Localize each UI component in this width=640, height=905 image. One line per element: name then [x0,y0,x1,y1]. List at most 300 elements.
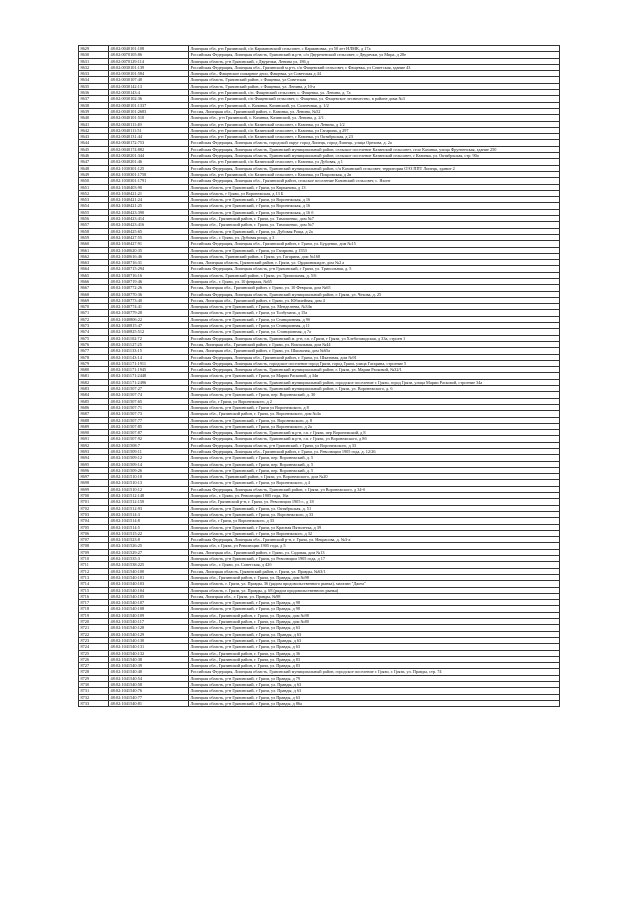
address: Российская Федерация, Липецкая область, Грязинский муниципальный район, с/п Казинский сельсовет, территория ОЭЗ ППТ Липецк, здание 2 [189,165,560,171]
row-number: 8730 [79,681,109,687]
address: Липецкая область, р-н Грязинский, г Грязи, пер. Воронежский, д. 5 [189,467,560,473]
address: Липецкая область, г. Грязи, ул. Правды, д. 68 (рядом продовольственного рынка) [189,587,560,593]
row-number: 8665 [79,272,109,278]
row-number: 8718 [79,606,109,612]
cadastral-number: 48:02:1030301:1758 [109,171,189,177]
address: Липецкая обл., г. Грязи, ул. Дубовая роща, д 3 [189,234,560,240]
cadastral-number: 48:02:0040172:753 [109,140,189,146]
address: Липецкая область, р-н Грязинский, г Грязи, ул Правды, д 98 [189,606,560,612]
cadastral-number: 48:02:1041540:130 [109,637,189,643]
address: Российская Федерация, Липецкая область, городское поселение город Грязи, город Грязи, улица Гагарина, строение 5 [189,360,560,366]
row-number: 8700 [79,493,109,499]
cadastral-number: 48:02:0040174:882 [109,146,189,152]
address: Липецкая обл, р-н Грязинский, с/п Казинский сельсовет, с Казинка, ул Октябрьская, д 23 [189,134,560,140]
row-number: 8681 [79,373,109,379]
row-number: 8629 [79,46,109,52]
address: Липецкая область, р-н Грязинский, г Грязи, ул Воронежского, д 32 [189,530,560,536]
cadastral-number: 48:02:1041515:22 [109,530,189,536]
address: Липецкая обл., р-н Грязинский, с. Казинка, Казинский, ул. Ленина, д. 2/1 [189,115,560,121]
cadastral-number: 48:02:1041540:81 [109,700,189,706]
cadastral-number: 48:02:1041509:26 [109,467,189,473]
address: Липецкая область, р-н Грязинский, г Грязи, пер. Воронежский, д. 5 [189,455,560,461]
address: Россия, Липецкая область, Грязинский район, г. Грязи, ул. Правды, №63/1 [189,568,560,574]
row-number: 8683 [79,386,109,392]
cadastral-number: 48:02:1040825:512 [109,329,189,335]
row-number: 8680 [79,367,109,373]
cadastral-number: 48:02:1041540:105 [109,593,189,599]
address: Российская Федерация, Липецкая область, Грязинский м.р-н, г.п. г Грязи, пер Воронежский, д 8 [189,430,560,436]
cadastral-number: 48:02:1040716:31 [109,260,189,266]
cadastral-number: 48:02:1041540:108 [109,606,189,612]
row-number: 8694 [79,455,109,461]
cadastral-number: 48:02:1041512:93 [109,505,189,511]
cadastral-number: 48:02:1041507:71 [109,404,189,410]
row-number: 8631 [79,58,109,64]
cadastral-number: 48:02:1030301:125 [109,165,189,171]
cadastral-number: 48:02:1041540:132 [109,650,189,656]
address: Липецкая обл, г. Грязи, ул Революции 1905 года, д 5 [189,543,560,549]
address: Липецкая область, р-н Грязинский, г Грязи, ул Воронежская, д 16 [189,197,560,203]
address: Липецкая область, р-н Грязинский, г Грязи, ул Красная Пятилетка, д 39 [189,524,560,530]
table-row [79,700,560,706]
address: Липецкая область, р-н Грязинский, г Грязи, ул. Станционная, д 7а [189,329,560,335]
cadastral-number: 48:02:0030143:4 [109,90,189,96]
row-number: 8655 [79,209,109,215]
cadastral-number: 48:02:1041540:103 [109,581,189,587]
address: Российская Федерация, Липецкая область, Грязинский муниципальный район, г. Грязи, ул. Воронежского, д. 6 [189,386,560,392]
cadastral-number: 48:02:1041171:2448 [109,373,189,379]
address: Российская Федерация, Липецкая область, Грязинский район, г. Грязи, ул Воронежского, д 34-б [189,486,560,492]
row-number: 8691 [79,436,109,442]
cadastral-number: 48:02:1041510:12 [109,486,189,492]
row-number: 8640 [79,115,109,121]
cadastral-number: 48:02:1041540:39 [109,663,189,669]
address: Российская Федерация, Липецкая область, Грязинский м.р-н, г.п. г Грязи, ул Воронежского, д 8б [189,436,560,442]
row-number: 8654 [79,203,109,209]
row-number: 8645 [79,146,109,152]
address: Российская Федерация, Липецкая обл., Грязинский район, г. Грязи, ул. Шкатовая, дом №91 [189,354,560,360]
row-number: 8733 [79,700,109,706]
cadastral-number: 48:02:1041540:76 [109,688,189,694]
cadastral-number: 48:02:1041510:10 [109,474,189,480]
row-number: 8676 [79,341,109,347]
row-number: 8637 [79,96,109,102]
cadastral-number: 48:02:1041102:72 [109,335,189,341]
cadastral-number: 48:02:1041508:7 [109,442,189,448]
address: Липецкая обл., Грязинский район, г. Грязи, ул. Правды, д 36 [189,650,560,656]
row-number: 8697 [79,474,109,480]
cadastral-number: 48:02:0040201:46 [109,159,189,165]
cadastral-number: 48:02:0070129:114 [109,58,189,64]
address: Российская Федерация, Липецкая обл., Грязинский район, г. Грязи, ул. Бурденко, дом №15 [189,241,560,247]
cadastral-number: 48:02:0070105:86 [109,52,189,58]
cadastral-number: 48:02:1040423:390 [109,209,189,215]
cadastral-number: 48:02:1041507:74 [109,392,189,398]
cadastral-number: 48:02:1040770:36 [109,291,189,297]
row-number: 8678 [79,354,109,360]
address: Россия, Липецкая обл., Грязинский район, г. Грязи, ул. Школьная, дом №65а [189,348,560,354]
row-number: 8698 [79,480,109,486]
row-number: 8657 [79,222,109,228]
cadastral-number: 48:02:1040716:16 [109,272,189,278]
row-number: 8732 [79,694,109,700]
row-number: 8699 [79,486,109,492]
address: Липецкая область, р-н Грязинский, г Грязи, ул Кирьянова, д 13 [189,184,560,190]
cadastral-number: 48:02:1041143:14 [109,354,189,360]
row-number: 8667 [79,285,109,291]
cadastral-number: 48:02:1041514:5 [109,524,189,530]
cadastral-number: 48:02:1041540:101 [109,574,189,580]
cadastral-number: 48:02:1040773:40 [109,297,189,303]
row-number: 8642 [79,127,109,133]
cadastral-number: 48:02:1040806:22 [109,316,189,322]
row-number: 8708 [79,543,109,549]
cadastral-number: 48:02:0030101:139 [109,64,189,70]
cadastral-number: 48:02:1041540:128 [109,625,189,631]
row-number: 8692 [79,442,109,448]
address: Липецкая область, р-н Грязинский, г Грязи, пер. Воронежский, д. 30 [189,392,560,398]
address: Липецкая обл, г Грязи, ул Воронежского, д 33 [189,518,560,524]
cadastral-number: 48:02:1041526:25 [109,543,189,549]
address: Российская Федерация, Липецкая область, Грязинский муниципальный район, г. Грязи, ул. Чехова, д. 25 [189,291,560,297]
row-number: 8670 [79,304,109,310]
registry-table [78,45,560,707]
address: Российская Федерация, Липецкая область, р-н Грязинский, г Грязи, ул Воронежского, д 33 [189,442,560,448]
cadastral-number: 48:02:1041540:54 [109,675,189,681]
row-number: 8668 [79,291,109,297]
cadastral-number: 48:02:1041529:27 [109,549,189,555]
cadastral-number: 48:02:1041171:2496 [109,379,189,385]
address: Липецкая обл, р-н Грязинский, с/п Казинский сельсовет, с Казинка, ул Ленина, д 1/2 [189,121,560,127]
row-number: 8635 [79,83,109,89]
address: Липецкая область, р-н Грязинский, г Грязи, ул. Воронежского, д 33 [189,511,560,517]
address: Липецкая область, р-н Грязинский, г Грязи, ул Правды, д 63 [189,694,560,700]
cadastral-number: 48:02:1040772:26 [109,285,189,291]
row-number: 8649 [79,171,109,177]
cadastral-number: 48:02:1041507:87 [109,430,189,436]
row-number: 8677 [79,348,109,354]
cadastral-number: 48:02:1041512:148 [109,493,189,499]
address: Липецкая область, Грязинский район, с Фащевка, ул Советская [189,77,560,83]
address: Липецкая область, р-н Грязинский, г Грязи, ул Правды, д 98 [189,600,560,606]
row-number: 8634 [79,77,109,83]
cadastral-number: 48:02:1041540:58 [109,681,189,687]
row-number: 8728 [79,669,109,675]
cadastral-number: 48:02:1041507:27 [109,386,189,392]
row-number: 8666 [79,278,109,284]
cadastral-number: 48:02:1041535:3 [109,556,189,562]
row-number: 8648 [79,165,109,171]
address: Российская Федерация, Липецкая область, Грязинский м.р-н, с/п Двуреченский сельсовет, с Двуречки, ул Мира, д 28е [189,52,560,58]
cadastral-number: 48:02:0040111:49 [109,121,189,127]
row-number: 8653 [79,197,109,203]
row-number: 8682 [79,379,109,385]
cadastral-number: 48:02:0040131:44 [109,134,189,140]
cadastral-number: 48:02:1040427:55 [109,234,189,240]
row-number: 8641 [79,121,109,127]
cadastral-number: 48:02:1041514:3 [109,511,189,517]
address: Липецкая область, р-н Грязинский, г Грязи, ул. Правды, д 63 [189,688,560,694]
cadastral-number: 48:02:1040719:46 [109,278,189,284]
row-number: 8716 [79,593,109,599]
cadastral-number: 48:02:1040425:65 [109,228,189,234]
row-number: 8660 [79,241,109,247]
cadastral-number: 48:02:1041171:1911 [109,360,189,366]
row-number: 8671 [79,310,109,316]
row-number: 8632 [79,64,109,70]
row-number: 8714 [79,581,109,587]
row-number: 8719 [79,612,109,618]
address: Липецкая обл., Грязинский район, г. Грязи, ул. Правды, д 83 [189,656,560,662]
address: Липецкая обл., Грязинский район, г. Грязи, ул. Правды, дом №98 [189,574,560,580]
cadastral-number: 48:02:1041540:109 [109,612,189,618]
row-number: 8630 [79,52,109,58]
address: Липецкая обл., Грязинский район, г. Грязи, ул. Воронежского, дом №4а [189,411,560,417]
address: Липецкая обл, р-н Грязинский, с/п. Фащевский сельсовет, с. Фащевка, ул. Ленина, д. 7а [189,90,560,96]
row-number: 8690 [79,430,109,436]
row-number: 8731 [79,688,109,694]
address: Липецкая область, г Грязи, ул Воронежская, д 13 Б [189,190,560,196]
cadastral-number: 48:02:1040421:24 [109,197,189,203]
cadastral-number: 48:02:1041509:14 [109,461,189,467]
cadastral-number: 48:02:1041510:13 [109,480,189,486]
address: Липецкая область, р-н Грязинский, г Грязи, ул Воронежская, д 16 [189,203,560,209]
cadastral-number: 48:02:0030142:13 [109,83,189,89]
address: Российская Федерация, Липецкая область, Грязинский м. р-н, г.п. г.Грязи, г Грязи, ул Хлебозаводская, д 33а, строен 1 [189,335,560,341]
address: Липецкая обл., Фащевское пожарное депо, Фащевка, ул Советская д 44 [189,71,560,77]
address: Россия, Липецкая обл., Грязинский район, г. Грязи, ул. Вокзальная, дом №44 [189,341,560,347]
cadastral-number: 48:02:1040779:28 [109,310,189,316]
row-number: 8687 [79,411,109,417]
address: Российская Федерация, Липецкая область, Грязинский муниципальный район, городское поселение г. Грязи, город Грязи, улица Марии Расковой, строение 34а [189,379,560,385]
cadastral-number: 48:02:1041133:15 [109,348,189,354]
cadastral-number: 48:02:1041540:107 [109,600,189,606]
address: Липецкая обл, р-н Грязинский, с/п Казинский сельсовет, с Казинка, ул Гагарина, д 297 [189,127,560,133]
cadastral-number: 48:02:1040421:21 [109,190,189,196]
row-number: 8686 [79,404,109,410]
address: Российская Федерация, Липецкая обл., Грязинский м.р-н, с/п Фащевский сельсовет, с Фащевка, ул Советская, здание 43 [189,64,560,70]
address: Липецкая обл., Грязинский район, г. Грязи, ул. Правды, дом №98 [189,612,560,618]
row-number: 8689 [79,423,109,429]
address: Липецкая область, р-н Грязинский, г Грязи, ул. Воронежского, д. 8 [189,417,560,423]
address: Липецкая обл, р-н Грязинский, с/п Кармановский сельсовет, с Кармановка, ул 50 лет НЛМК, д 17а [189,46,560,52]
address: Россия, Липецкая обл., Грязинский район, г. Грязи, ул. Садовая, дом №13 [189,549,560,555]
row-number: 8721 [79,625,109,631]
row-number: 8722 [79,631,109,637]
row-number: 8659 [79,234,109,240]
address: Липецкая обл., Грязинский район, г. Грязи, ул. Правды, д 83 [189,663,560,669]
address: Российская Федерация, Липецкая область, Грязинский муниципальный район, городское поселение г. Грязи, г. Грязи, ул. Правды, стр. 74 [189,669,560,675]
row-number: 8661 [79,247,109,253]
row-number: 8647 [79,159,109,165]
row-number: 8706 [79,530,109,536]
row-number: 8713 [79,574,109,580]
row-number: 8712 [79,568,109,574]
address: Липецкая обл, р-н Грязинский, с/п Казинский сельсовет, с Казинка, ул Покровская, д 2в [189,171,560,177]
row-number: 8724 [79,644,109,650]
cadastral-number: 48:02:1041507:85 [109,423,189,429]
cadastral-number: 48:02:1041540:117 [109,619,189,625]
address: Липецкая обл, р-н Грязинский, с/п Фащевский сельсовет, с. Фащевка, ул. Фащевское лесничество, в районе дома №3 [189,96,560,102]
cadastral-number: 48:02:1040620:35 [109,247,189,253]
address: Липецкая область, р-н Грязинский, г Грязи, ул Станционная, д 9б [189,316,560,322]
row-number: 8710 [79,556,109,562]
row-number: 8646 [79,153,109,159]
address: Липецкая область, р-н Грязинский, г Грязи, ул. Дубовая Роща, д 2а [189,228,560,234]
cadastral-number: 48:02:1041540:38 [109,656,189,662]
address: Российская Федерация, Липецкая область, Грязинский муниципальный район, сельское поселение Казинский сельсовет, с Казинка, ул. Октябрьская, стр. 90а [189,153,560,159]
cadastral-number: 48:02:1041540:40 [109,669,189,675]
address: Россия, Липецкая обл., г. Грязи, ул. Правды, №98 [189,593,560,599]
address: Россия, Липецкая обл., Грязинский район, с. Казинка, ул. Ленина, №52 [189,108,560,114]
address: Липецкая область, Грязинский район, с Фащевка, ул. Ленина, д 10-а [189,83,560,89]
address: Липецкая обл, Грязинский р-н, г. Грязи, ул. Революции 1905 г., д 18 [189,499,560,505]
cadastral-number: 48:02:0040101:108 [109,46,189,52]
address: Липецкая обл, р-н Грязинский, с. Казинка, Казинский, ул. Солнечная, д. 1/2 [189,102,560,108]
cadastral-number: 48:02:1041540:129 [109,631,189,637]
row-number: 8652 [79,190,109,196]
cadastral-number: 48:02:1040421:25 [109,203,189,209]
row-number: 8720 [79,619,109,625]
cadastral-number: 48:02:1041538:225 [109,562,189,568]
address: Липецкая область, Грязинский район, г. Грязи, ул. Воронежского, дом №20 [189,474,560,480]
address: Липецкая область, р-н Грязинский, г Грязи, ул Марии Расковой, д 34в [189,373,560,379]
cadastral-number: 48:02:1041507:92 [109,436,189,442]
address: Россия, Липецкая обл., Грязинский район, г. Грязи, ул. Юбилейная, дом 4 [189,297,560,303]
cadastral-number: 48:02:1041514:8 [109,518,189,524]
row-number: 8717 [79,600,109,606]
row-number: 8703 [79,511,109,517]
row-number: 8675 [79,335,109,341]
row-number: 8638 [79,102,109,108]
cadastral-number: 48:02:0040101:510 [109,115,189,121]
cadastral-number: 48:02:0030102:36 [109,96,189,102]
address: Российская Федерация, Липецкая обл., Грязинский район, сельское поселение Казинский сельсовет, с. Яхонт [189,178,560,184]
row-number: 8702 [79,505,109,511]
address: Российская Федерация, Липецкая область, городской округ город Липецк, город Липецк, улица Орехова, д. 2а [189,140,560,146]
row-number: 8673 [79,323,109,329]
row-number: 8726 [79,656,109,662]
address: Липецкая обл., г. Грязи, ул. Советская, д 42б [189,562,560,568]
cadastral-number: 48:02:1041540:100 [109,568,189,574]
address: Липецкая область, р-н Грязинский, г Грязи, ул Правды, д 63 [189,644,560,650]
row-number: 8669 [79,297,109,303]
cadastral-number: 48:02:1041509:12 [109,455,189,461]
row-number: 8650 [79,178,109,184]
address: Липецкая область, р-н Грязинский, г Грязи, ул. Правды, д 63 [189,681,560,687]
address: Российская Федерация, Липецкая область, р-н Грязинский, г Грязи, ул. Трипольная, д. 5 [189,266,560,272]
cadastral-number: 48:02:0040101:1337 [109,102,189,108]
address: Липецкая область, р-н Грязинский, г Грязи, ул Революции 1905 года, д 17 [189,556,560,562]
cadastral-number: 48:02:1041540:104 [109,587,189,593]
address: Российская Федерация, Липецкая область, Грязинский муниципальный район, г. Грязи, ул. Марии Расковой, №32/1 [189,367,560,373]
row-number: 8672 [79,316,109,322]
row-number: 8688 [79,417,109,423]
document-page [78,45,559,707]
address: Липецкая область, р-н Грязинский, г Грязи, ул Толбухина, д 15а [189,310,560,316]
row-number: 8711 [79,562,109,568]
row-number: 8727 [79,663,109,669]
cadastral-number: 48:02:0030107:40 [109,77,189,83]
cadastral-number: 48:02:1040427:91 [109,241,189,247]
cadastral-number: 48:02:1041507:73 [109,411,189,417]
cadastral-number: 48:02:0040201:344 [109,153,189,159]
address: Липецкая область, р-н Грязинский, г Грязи, ул. Менделеева, №34в [189,304,560,310]
row-number: 8633 [79,71,109,77]
address: Липецкая область, р-н Грязинский, г Грязи, ул. Правды, д 63 [189,637,560,643]
row-number: 8709 [79,549,109,555]
row-number: 8684 [79,392,109,398]
row-number: 8723 [79,637,109,643]
registry-table-body [79,46,560,707]
row-number: 8663 [79,260,109,266]
address: Российская Федерация, Липецкая обл., Грязинский р-н, г. Грязи, ул. Некрасова, д. №3-а [189,537,560,543]
address: Россия, Липецкая обл., Грязинский район, г. Грязи, ул. 10 Февраля, дом №65 [189,285,560,291]
address: Липецкая обл., г. Грязи, ул. 10 февраля, №65 [189,278,560,284]
cadastral-number: 48:02:1041507:65 [109,398,189,404]
cadastral-number: 48:02:1041512:150 [109,499,189,505]
row-number: 8707 [79,537,109,543]
cadastral-number: 48:02:1040774:41 [109,304,189,310]
cadastral-number: 48:02:1040423:416 [109,222,189,228]
address: Липецкая обл, г Грязи, ул Воронежского, д 2 [189,398,560,404]
row-number: 8685 [79,398,109,404]
address: Липецкая область, р-н Грязинский, г Грязи, ул Воронежская, д 16 б [189,209,560,215]
address: Липецкая область, р-н Грязинский, г Грязи, ул Гагарина, д 1553 [189,247,560,253]
row-number: 8695 [79,461,109,467]
cadastral-number: 48:02:1041540:77 [109,694,189,700]
cadastral-number: 48:02:1040815:47 [109,323,189,329]
address: Липецкая обл., Грязинский район, г. Грязи, ул. Правды, дом №80 [189,619,560,625]
address: Липецкая область, р-н Грязинский, г Грязи, ул. Октябрьская, д. 51 [189,505,560,511]
cadastral-number: 48:02:1041509:11 [109,449,189,455]
row-number: 8729 [79,675,109,681]
cadastral-number: 48:02:1041523:8 [109,537,189,543]
address: Липецкая область, р-н Грязинский, г Грязи, ул Воронежского, д 2а [189,423,560,429]
address: Липецкая обл, р-н Грязинский, с/п Казинский сельсовет, с Казинка, ул Дубовая, д 1 [189,159,560,165]
cadastral-number: 48:02:1040403:90 [109,184,189,190]
cadastral-number: 48:02:1040423:414 [109,216,189,222]
row-number: 8636 [79,90,109,96]
cadastral-number: 48:02:1030301:1791 [109,178,189,184]
cadastral-number: 48:02:1041171:1945 [109,367,189,373]
address: Российская Федерация, Липецкая область, Грязинский муниципальный район, сельское поселение Казинский сельсовет, село Казинка, улица Фрунзенская, здание 250 [189,146,560,152]
row-number: 8651 [79,184,109,190]
address: Липецкая область, р-н Грязинский, г Грязи, ул Правды, д 79 [189,675,560,681]
address: Липецкая область, р-н Грязинский, г Грязи, ул Станционная, д 11 [189,323,560,329]
cadastral-number: 48:02:1040616:46 [109,253,189,259]
row-number: 8662 [79,253,109,259]
cadastral-number: 48:02:1040715:294 [109,266,189,272]
row-number: 8701 [79,499,109,505]
row-number: 8644 [79,140,109,146]
address: Липецкая область, р-н Грязинский, г Грязи, пер. Воронежский, д. 5 [189,461,560,467]
cadastral-number: 48:02:0030101:584 [109,71,189,77]
address: Липецкая область, Грязинский район, г. Грязи, ул. Трипольная, д. 5/6 [189,272,560,278]
row-number: 8715 [79,587,109,593]
address: Липецкая область, г. Грязи, ул. Правды, 36 (рядом продовольственного рынка), магазин "Джем" [189,581,560,587]
row-number: 8658 [79,228,109,234]
address: Российская Федерация, Липецкая обл., Грязинский район, г. Грязи, ул. Революции 1905 года, д. 12/26 [189,449,560,455]
row-number: 8725 [79,650,109,656]
row-number: 8696 [79,467,109,473]
row-number: 8656 [79,216,109,222]
address: Липецкая область, р-н Грязинский, г Грязи ул Воронежского, д 8 [189,404,560,410]
row-number: 8639 [79,108,109,114]
row-number: 8664 [79,266,109,272]
address: Липецкая обл., Грязинский район, г. Грязи, ул. Тимошенко, дом №7 [189,216,560,222]
row-number: 8704 [79,518,109,524]
